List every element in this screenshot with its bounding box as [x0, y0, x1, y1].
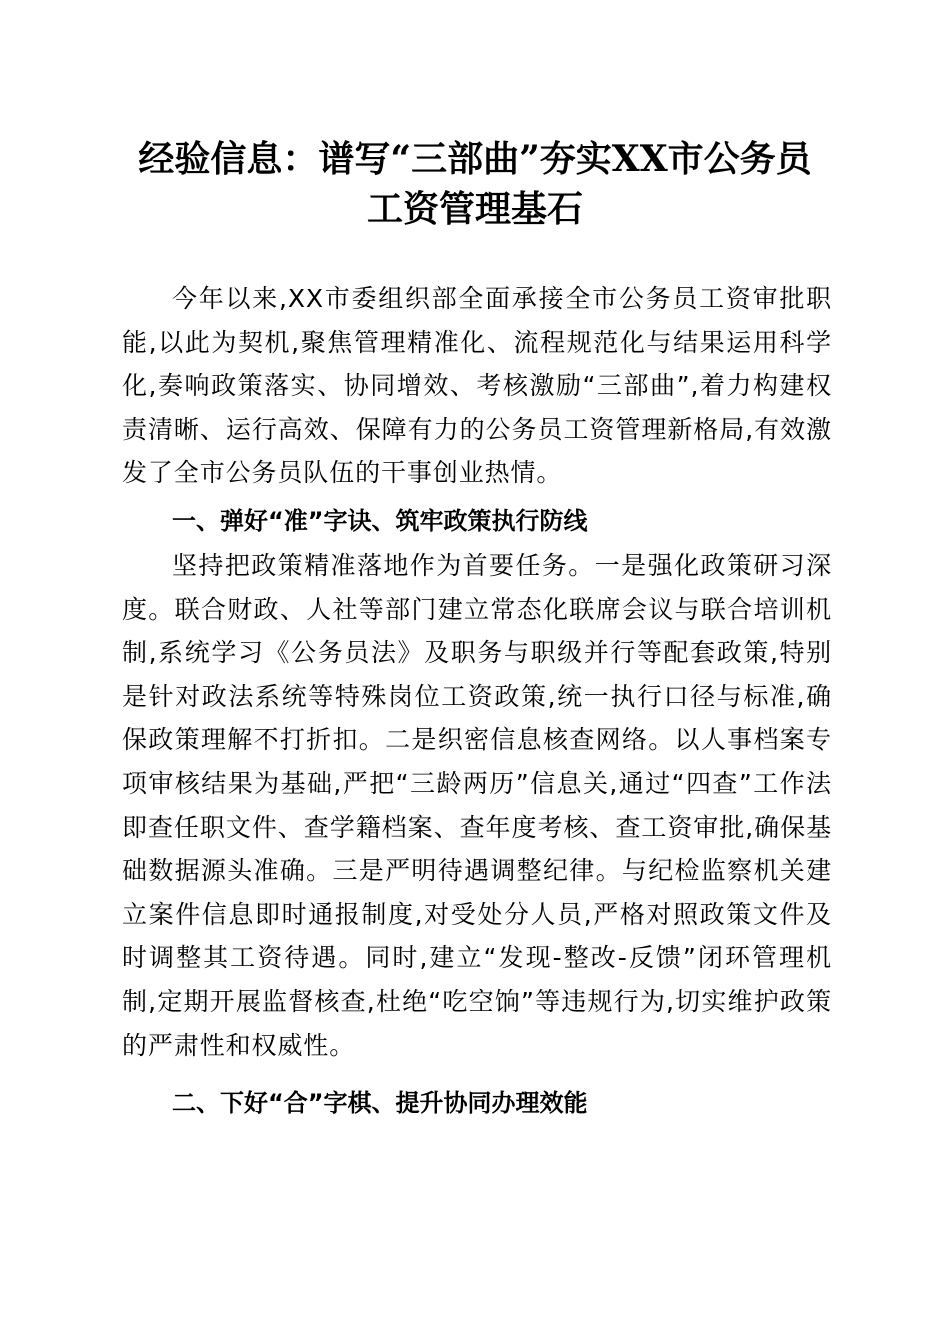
intro-paragraph: 今年以来,XX市委组织部全面承接全市公务员工资审批职能,以此为契机,聚焦管理精准化、流程规范化与结果运用科学化,奏响政策落实、协同增效、考核激励“三部曲”,着力构建权责清晰、运行高效、保障有力的公务员工资管理新格局,有效激发了全市公务员队伍的干事创业热情。: [122, 284, 832, 488]
section-heading-2: 二、下好“合”字棋、提升协同办理效能: [172, 1089, 588, 1117]
document-title-line-1: 经验信息：谱写“三部曲”夯实XX市公务员: [138, 138, 812, 180]
section-1-paragraph: 坚持把政策精准落地作为首要任务。一是强化政策研习深度。联合财政、人社等部门建立常态化联席会议与联合培训机制,系统学习《公务员法》及职务与职级并行等配套政策,特别是针对政法系统等特殊岗位工资政策,统一执行口径与标准,确保政策理解不打折扣。二是织密信息核查网络。以人事档案专项审核结果为基础,严把“三龄两历”信息关,通过“四查”工作法即查任职文件、查学籍档案、查年度考核、查工资审批,确保基础数据源头准确。三是严明待遇调整纪律。与纪检监察机关建立案件信息即时通报制度,对受处分人员,严格对照政策文件及时调整其工资待遇。同时,建立“发现-整改-反馈”闭环管理机制,定期开展监督核查,杜绝“吃空饷”等违规行为,切实维护政策的严肃性和权威性。: [122, 551, 832, 1060]
document-title-line-2: 工资管理基石: [366, 188, 583, 230]
section-heading-1: 一、弹好“准”字诀、筑牢政策执行防线: [172, 507, 588, 535]
